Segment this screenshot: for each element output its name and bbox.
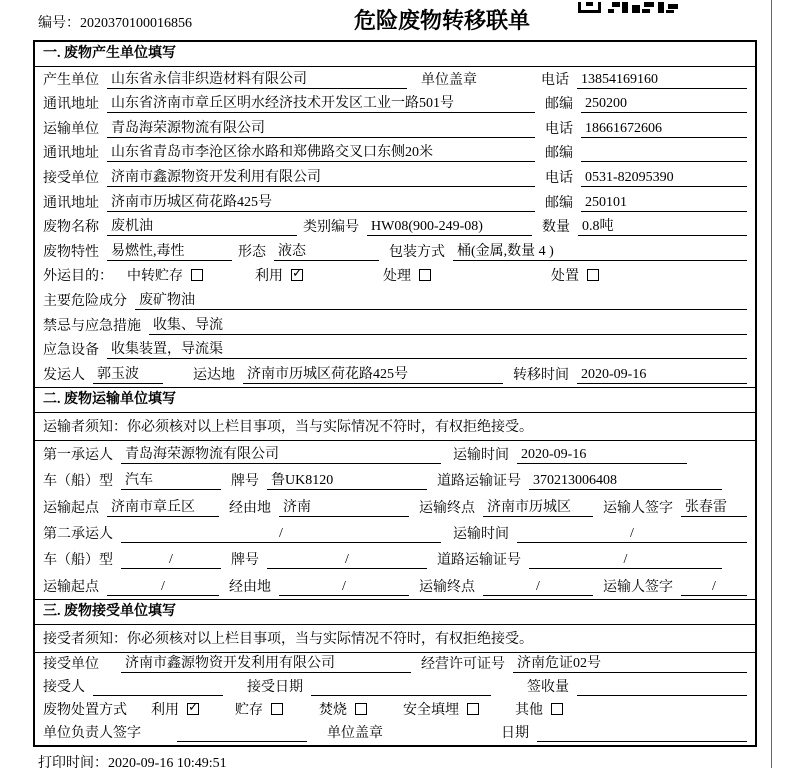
hazard-value: 废矿物油	[135, 289, 747, 310]
receiver-value: 济南市鑫源物资开发利用有限公司	[107, 166, 535, 187]
receiving-date-value	[311, 679, 491, 696]
carrier1-via-value: 济南	[279, 496, 409, 517]
receiving-person-label: 接受人	[43, 679, 85, 695]
transfer-time-label: 转移时间	[513, 367, 569, 383]
phone-label: 电话	[545, 121, 573, 137]
option-label: 其他	[515, 702, 543, 718]
purpose-label: 外运目的：	[43, 269, 113, 285]
checkbox-icon	[587, 269, 599, 281]
print-time	[38, 752, 796, 768]
disposal-option-0	[151, 699, 199, 719]
document-header	[0, 0, 796, 40]
carrier2-via-value: /	[279, 579, 409, 596]
receiver-address-value: 济南市历城区荷花路425号	[107, 191, 535, 212]
carrier2-label: 第二承运人	[43, 526, 113, 542]
row-receiver-address	[35, 190, 755, 215]
carrier-sign-label: 运输人签字	[603, 579, 673, 595]
endpoint-label: 运输终点	[419, 500, 475, 516]
row-transporter	[35, 116, 755, 141]
receiving-date-label: 接受日期	[247, 679, 303, 695]
row-producer-address	[35, 92, 755, 117]
checkbox-icon	[271, 703, 283, 715]
section-receiver	[35, 599, 755, 745]
disposal-option-2	[319, 699, 367, 719]
row-receiving-person	[35, 676, 755, 699]
option-label: 利用	[255, 269, 283, 285]
equipment-value: 收集装置，导流渠	[107, 338, 747, 359]
page-title: 危险废物转移联单	[353, 8, 530, 33]
carrier2-time-value: /	[517, 526, 747, 543]
signed-quantity-label: 签收量	[527, 679, 569, 695]
row-receiver	[35, 165, 755, 190]
carrier2-end-value: /	[483, 579, 593, 596]
row-receiving-unit	[35, 653, 755, 676]
plate-label: 牌号	[231, 474, 259, 490]
purpose-option-2	[383, 265, 431, 285]
phone-label: 电话	[545, 170, 573, 186]
date-label: 日期	[501, 725, 529, 741]
checkbox-icon	[191, 269, 203, 281]
receiver-label: 接受单位	[43, 170, 99, 186]
zip-label: 邮编	[545, 146, 573, 162]
receiver-notice: 接受者须知：你必须核对以上栏目事项，当与实际情况不符时，有权拒绝接受。	[35, 625, 755, 653]
serial-value: 2020370100016856	[80, 16, 192, 31]
phone-label: 电话	[541, 72, 569, 88]
checkbox-icon	[551, 703, 563, 715]
category-label: 类别编号	[303, 220, 359, 236]
option-label: 贮存	[235, 702, 263, 718]
endpoint-label: 运输终点	[419, 579, 475, 595]
zip-label: 邮编	[545, 97, 573, 113]
quantity-label: 数量	[542, 220, 570, 236]
destination-label: 运达地	[193, 367, 235, 383]
row-waste-name	[35, 215, 755, 240]
disposal-option-1	[235, 699, 283, 719]
carrier1-origin-value: 济南市章丘区	[107, 496, 219, 517]
shipper-value: 郭玉波	[93, 363, 163, 384]
waste-name-label: 废物名称	[43, 220, 99, 236]
producer-label: 产生单位	[43, 72, 99, 88]
road-license-label: 道路运输证号	[437, 553, 521, 569]
carrier-sign-label: 运输人签字	[603, 500, 673, 516]
row-disposal-method	[35, 699, 755, 722]
option-label: 中转贮存	[127, 269, 183, 285]
section-producer-title: 一. 废物产生单位填写	[35, 42, 755, 67]
carrier2-plate-value: /	[267, 552, 427, 569]
transporter-phone-value: 18661672606	[581, 121, 747, 138]
row-carrier1-route	[35, 493, 755, 519]
via-label: 经由地	[229, 579, 271, 595]
checkbox-icon	[187, 703, 199, 715]
row-transfer-purpose	[35, 264, 755, 289]
disposal-option-3	[403, 699, 479, 719]
purpose-option-3	[551, 265, 599, 285]
date-value	[537, 725, 747, 742]
taboo-label: 禁忌与应急措施	[43, 318, 141, 334]
print-time-value: 2020-09-16 10:49:51	[108, 755, 227, 768]
transporter-value: 青岛海荣源物流有限公司	[107, 117, 535, 138]
permit-value: 济南危证02号	[513, 652, 747, 673]
checkbox-icon	[291, 269, 303, 281]
disposal-label: 废物处置方式	[43, 702, 127, 718]
producer-phone-value: 13854169160	[577, 72, 747, 89]
leader-sign-value	[177, 725, 307, 742]
carrier2-sign-value: /	[681, 579, 747, 596]
signed-quantity-value	[577, 679, 747, 696]
row-transporter-address	[35, 141, 755, 166]
shipper-label: 发运人	[43, 367, 85, 383]
address-label: 通讯地址	[43, 97, 99, 113]
quantity-value: 0.8吨	[578, 215, 747, 236]
row-producer	[35, 67, 755, 92]
row-hazard-components	[35, 288, 755, 313]
qr-code-fragment-icon	[578, 0, 678, 11]
row-carrier1	[35, 441, 755, 467]
receiving-unit-label: 接受单位	[43, 656, 99, 672]
carrier1-time-value: 2020-09-16	[517, 447, 687, 464]
receiving-person-value	[93, 679, 223, 696]
producer-value: 山东省永信非织造材料有限公司	[107, 68, 407, 89]
address-label: 通讯地址	[43, 146, 99, 162]
disposal-option-4	[515, 699, 563, 719]
permit-label: 经营许可证号	[421, 656, 505, 672]
carrier1-value: 青岛海荣源物流有限公司	[121, 443, 441, 464]
row-waste-character	[35, 239, 755, 264]
carrier2-license-value: /	[529, 552, 722, 569]
producer-address-value: 山东省济南市章丘区明水经济技术开发区工业一路501号	[107, 92, 535, 113]
receiver-phone-value: 0531-82095390	[581, 170, 747, 187]
taboo-value: 收集、导流	[149, 314, 747, 335]
row-shipper	[35, 362, 755, 387]
section-receiver-title: 三. 废物接受单位填写	[35, 600, 755, 625]
checkbox-icon	[467, 703, 479, 715]
form-box	[33, 40, 757, 747]
row-carrier1-vehicle	[35, 467, 755, 493]
origin-label: 运输起点	[43, 579, 99, 595]
packing-value: 桶(金属,数量 4 )	[453, 240, 747, 261]
carrier1-end-value: 济南市历城区	[483, 496, 593, 517]
transporter-address-value: 山东省青岛市李沧区徐水路和郑佛路交叉口东侧20米	[107, 141, 535, 162]
transport-notice: 运输者须知：你必须核对以上栏目事项，当与实际情况不符时，有权拒绝接受。	[35, 413, 755, 441]
carrier1-plate-value: 鲁UK8120	[267, 469, 427, 490]
transfer-time-value: 2020-09-16	[577, 367, 747, 384]
address-label: 通讯地址	[43, 195, 99, 211]
carrier2-value: /	[121, 526, 441, 543]
waste-name-value: 废机油	[107, 215, 297, 236]
option-label: 利用	[151, 702, 179, 718]
receiving-unit-value: 济南市鑫源物资开发利用有限公司	[121, 652, 411, 673]
plate-label: 牌号	[231, 553, 259, 569]
zip-label: 邮编	[545, 195, 573, 211]
carrier1-label: 第一承运人	[43, 448, 113, 464]
seal-label: 单位盖章	[421, 72, 477, 88]
receiver-zip-value: 250101	[581, 195, 747, 212]
category-value: HW08(900-249-08)	[367, 219, 532, 236]
carrier2-origin-value: /	[107, 579, 219, 596]
carrier1-vehicle-value: 汽车	[121, 469, 221, 490]
option-label: 处置	[551, 269, 579, 285]
origin-label: 运输起点	[43, 500, 99, 516]
section-transport	[35, 387, 755, 599]
option-label: 安全填埋	[403, 702, 459, 718]
unit-seal-label: 单位盖章	[327, 725, 383, 741]
row-carrier2-vehicle	[35, 546, 755, 572]
equipment-label: 应急设备	[43, 343, 99, 359]
carrier1-sign-value: 张春雷	[681, 496, 747, 517]
serial-label: 编号：	[38, 16, 80, 31]
section-producer	[35, 42, 755, 387]
checkbox-icon	[419, 269, 431, 281]
checkbox-icon	[355, 703, 367, 715]
option-label: 焚烧	[319, 702, 347, 718]
purpose-option-0	[127, 265, 203, 285]
transporter-label: 运输单位	[43, 121, 99, 137]
row-emergency-equipment	[35, 338, 755, 363]
purpose-option-1	[255, 265, 303, 285]
option-label: 处理	[383, 269, 411, 285]
carrier2-vehicle-value: /	[121, 552, 221, 569]
transport-time-label: 运输时间	[453, 448, 509, 464]
vehicle-type-label: 车（船）型	[43, 553, 113, 569]
transport-time-label: 运输时间	[453, 526, 509, 542]
print-time-label: 打印时间：	[38, 755, 108, 768]
vehicle-type-label: 车（船）型	[43, 474, 113, 490]
packing-label: 包装方式	[389, 244, 445, 260]
transporter-zip-value	[581, 145, 747, 162]
row-taboo-measures	[35, 313, 755, 338]
character-label: 废物特性	[43, 244, 99, 260]
row-carrier2	[35, 520, 755, 546]
destination-value: 济南市历城区荷花路425号	[243, 363, 503, 384]
row-leader-signature	[35, 722, 755, 745]
form-label: 形态	[238, 244, 266, 260]
via-label: 经由地	[229, 500, 271, 516]
section-transport-title: 二. 废物运输单位填写	[35, 388, 755, 413]
carrier1-license-value: 370213006408	[529, 473, 722, 490]
road-license-label: 道路运输证号	[437, 474, 521, 490]
character-value: 易燃性,毒性	[107, 240, 232, 261]
row-carrier2-route	[35, 572, 755, 598]
leader-sign-label: 单位负责人签字	[43, 725, 141, 741]
producer-zip-value: 250200	[581, 96, 747, 113]
form-value: 液态	[274, 240, 379, 261]
hazard-label: 主要危险成分	[43, 293, 127, 309]
